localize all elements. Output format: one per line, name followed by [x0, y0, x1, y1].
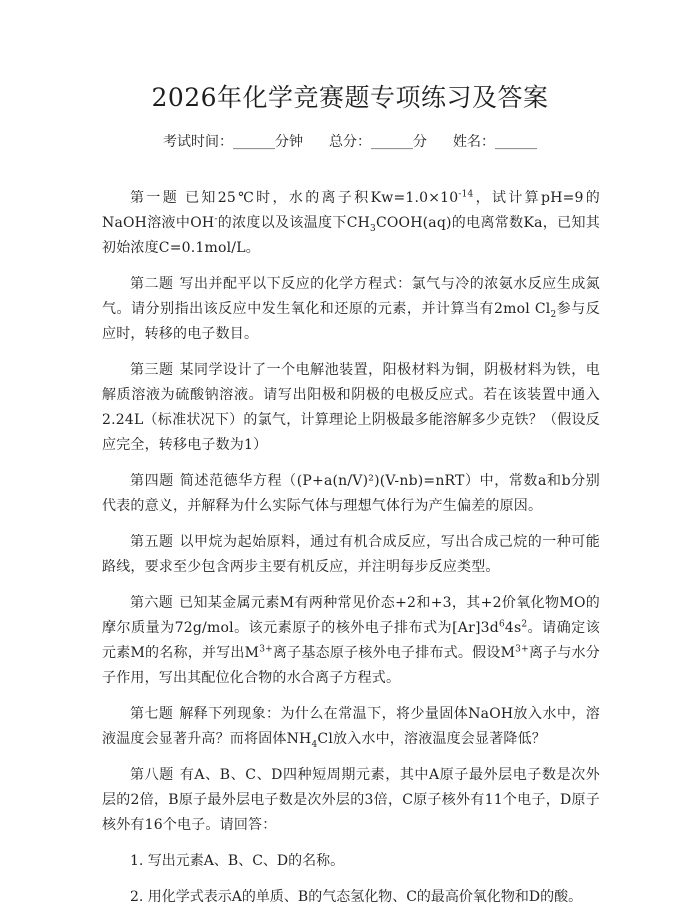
- question-text: COOH(aq)的电离常数Ka，已知其初始浓度C=0.1mol/L。: [102, 215, 600, 256]
- page-title: 2026年化学竞赛题专项练习及答案: [151, 83, 549, 112]
- question-label: 第七题: [130, 706, 174, 722]
- question-2: [102, 272, 600, 347]
- question-7: [102, 702, 600, 752]
- subscript: 3: [370, 223, 376, 234]
- exam-meta-line: [0, 130, 700, 154]
- superscript: 3+: [259, 644, 273, 655]
- question-text: 某同学设计了一个电解池装置，阳极材料为铜，阴极材料为铁，电解质溶液为硫酸钠溶液。请写出阳极和阴极的电极反应式。若在该装置中通入2.24L（标准状况下）的氯气，计算理论上阴极最多能溶解多少克铁？（假设反应完全，转移电子数为1）: [102, 362, 600, 453]
- question-3: [102, 358, 600, 458]
- question-text: 的浓度以及该温度下CH: [217, 215, 371, 231]
- sub-question-1: 1. 写出元素A、B、C、D的名称。: [130, 853, 345, 869]
- question-label: 第八题: [130, 767, 174, 783]
- question-text: 解释下列现象：为什么在常温下，将少量固体NaOH放入水中，溶液温度会显著升高？而将固体NH: [102, 706, 600, 747]
- subscript: 2: [550, 309, 557, 320]
- question-5: [102, 530, 600, 580]
- question-label: 第六题: [130, 595, 174, 611]
- question-label: 第二题: [130, 276, 174, 292]
- question-text: 离子与水分子作用，写出其配位化合物的水合离子方程式。: [102, 645, 601, 686]
- question-text: 简述范德华方程（(P+a(n/V)²)(V-nb)=nRT）中，常数a和b分别代表的意义，并解释为什么实际气体与理想气体行为产生偏差的原因。: [102, 473, 600, 514]
- question-text: 已知某金属元素M有两种常见价态+2和+3，其+2价氧化物MO的摩尔质量为72g/mol。该元素原子的核外电子排布式为[Ar]3d: [102, 595, 600, 636]
- question-text: 4s: [504, 620, 522, 636]
- question-text: 离子基态原子核外电子排布式。假设M: [272, 645, 516, 661]
- question-label: 第三题: [130, 362, 174, 378]
- question-text: ，试计算pH=9的NaOH溶液中OH: [102, 190, 600, 231]
- question-text: 以甲烷为起始原料，通过有机合成反应，写出合成己烷的一种可能路线，要求至少包含两步主要有机反应，并注明每步反应类型。: [102, 534, 600, 575]
- superscript: 3+: [515, 644, 529, 655]
- superscript: 2: [521, 619, 528, 630]
- question-8: [102, 763, 600, 838]
- sub-question-2: 2. 用化学式表示A的单质、B的气态氢化物、C的最高价氧化物和D的酸。: [130, 889, 583, 905]
- question-text: Cl放入水中，溶液温度会显著降低？: [317, 731, 546, 747]
- question-6: [102, 591, 600, 691]
- superscript: -: [214, 214, 218, 225]
- question-label: 第五题: [130, 534, 174, 550]
- exam-time-field: 考试时间：______分钟: [163, 134, 303, 150]
- question-label: 第一题: [130, 190, 180, 206]
- subscript: 4: [311, 739, 318, 750]
- question-text: 参与反应时，转移的电子数目。: [102, 301, 600, 342]
- superscript: 6: [498, 619, 505, 630]
- questions-body: [102, 186, 600, 921]
- question-text: 写出并配平以下反应的化学方程式：氯气与冷的浓氨水反应生成氮气。请分别指出该反应中发生氧化和还原的元素，并计算当有2mol Cl: [102, 276, 600, 317]
- question-text: 。请确定该元素M的名称，并写出M: [102, 620, 600, 661]
- question-4: [102, 469, 600, 519]
- total-score-field: 总分：______分: [329, 134, 427, 150]
- question-1: [102, 186, 600, 261]
- question-label: 第四题: [130, 473, 174, 489]
- superscript: -14: [458, 189, 474, 200]
- question-text: 有A、B、C、D四种短周期元素，其中A原子最外层电子数是次外层的2倍，B原子最外层电子数是次外层的3倍，C原子核外有11个电子，D原子核外有16个电子。请回答：: [102, 767, 600, 833]
- name-field: 姓名：______: [453, 134, 537, 150]
- question-text: 已知25℃时，水的离子积Kw=1.0×10: [185, 190, 459, 206]
